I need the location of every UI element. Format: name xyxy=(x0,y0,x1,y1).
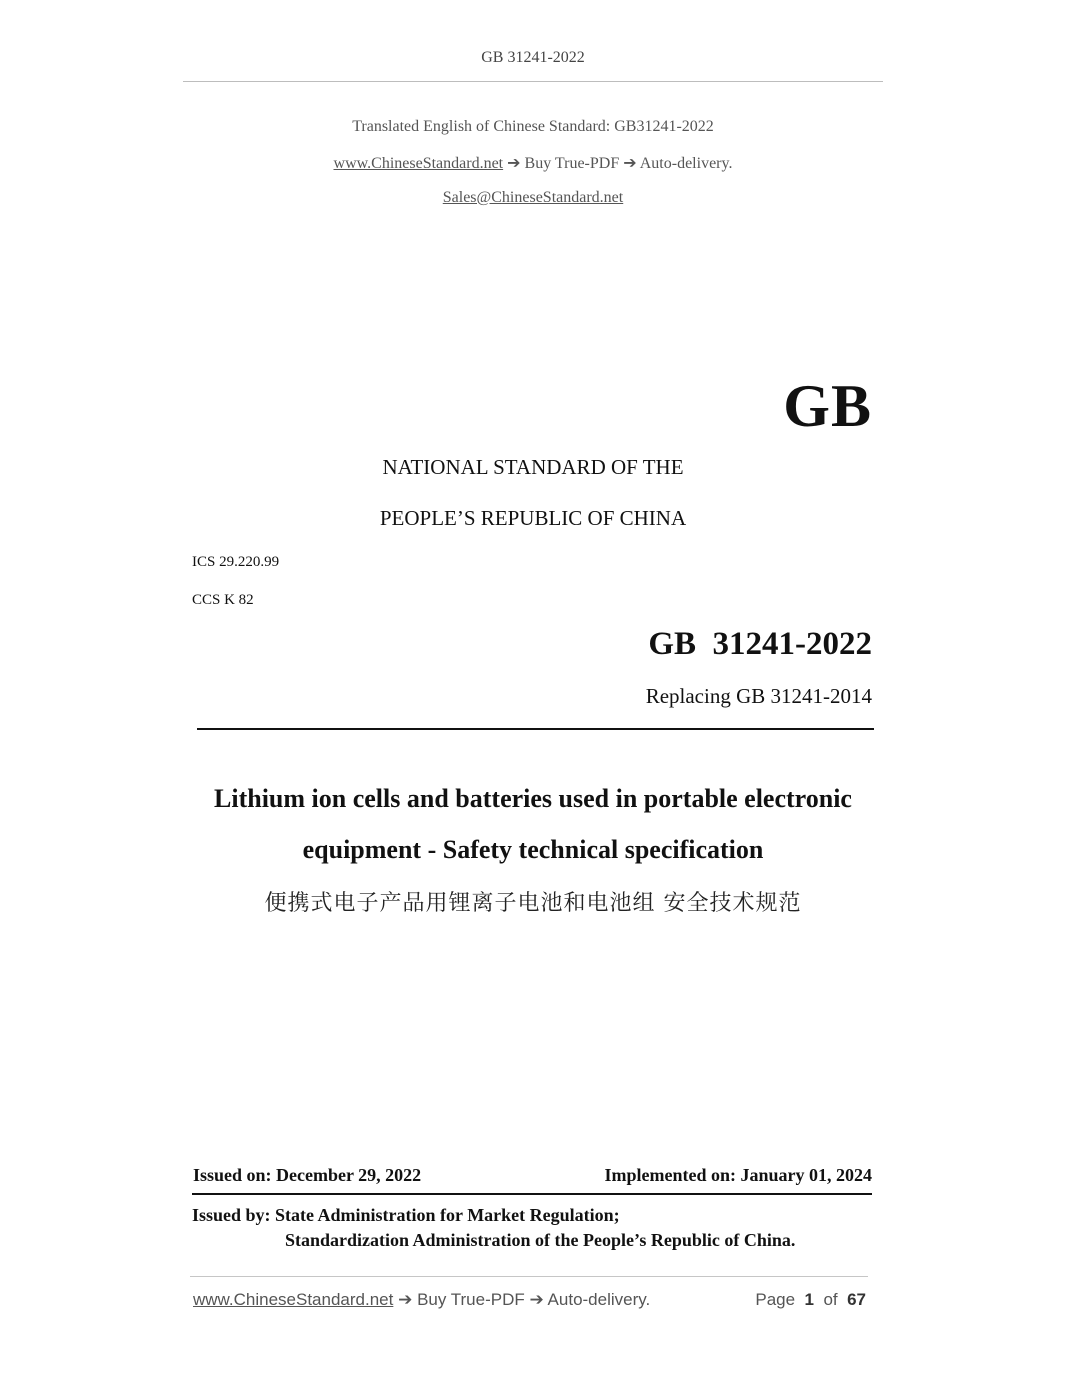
national-standard-heading: NATIONAL STANDARD OF THE xyxy=(382,455,684,479)
national-standard-heading-2: PEOPLE’S REPUBLIC OF CHINA xyxy=(379,506,687,530)
issued-date: Issued on: December 29, 2022 xyxy=(193,1165,422,1185)
purchase-line xyxy=(0,153,1066,173)
page-total: 67 xyxy=(847,1290,866,1309)
title-divider xyxy=(197,728,874,730)
email-link[interactable]: Sales@ChineseStandard.net xyxy=(442,189,624,206)
footer-buy-text: Buy True-PDF xyxy=(417,1290,525,1309)
delivery-text: Auto-delivery. xyxy=(639,155,733,172)
ccs-code: CCS K 82 xyxy=(192,592,254,608)
footer-divider xyxy=(190,1276,868,1277)
email-line xyxy=(0,189,1066,207)
arrow-right-icon: ➔ xyxy=(529,1290,544,1309)
arrow-right-icon: ➔ xyxy=(507,155,521,172)
header-divider xyxy=(183,81,883,82)
dates-divider xyxy=(192,1193,872,1195)
running-header: GB 31241-2022 xyxy=(481,49,585,66)
site-link[interactable]: www.ChineseStandard.net xyxy=(333,155,504,172)
document-title: Lithium ion cells and batteries used in portable electronic xyxy=(214,784,852,813)
issuer-line-2: Standardization Administration of the People’s Republic of China. xyxy=(285,1230,796,1250)
translation-notice: Translated English of Chinese Standard: GB31241-2022 xyxy=(352,118,714,135)
replacing-note: Replacing GB 31241-2014 xyxy=(645,684,872,708)
document-title-chinese: 便携式电子产品用锂离子电池和电池组 安全技术规范 xyxy=(264,891,802,916)
standard-number: GB 31241-2022 xyxy=(648,626,872,662)
of-label: of xyxy=(823,1290,838,1309)
issuer-line: Issued by: State Administration for Market Regulation; xyxy=(192,1205,620,1225)
page-current: 1 xyxy=(804,1290,814,1309)
footer-purchase-line xyxy=(193,1290,650,1310)
arrow-right-icon: ➔ xyxy=(623,155,637,172)
footer-site-link[interactable]: www.ChineseStandard.net xyxy=(193,1290,394,1309)
buy-pdf-text: Buy True-PDF xyxy=(524,155,620,172)
footer-delivery-text: Auto-delivery. xyxy=(547,1290,651,1309)
gb-logo: GB xyxy=(783,373,872,439)
implemented-date: Implemented on: January 01, 2024 xyxy=(604,1165,872,1185)
arrow-right-icon: ➔ xyxy=(398,1290,413,1309)
page-label: Page xyxy=(755,1290,796,1309)
page-indicator xyxy=(755,1290,866,1310)
document-title-2: equipment - Safety technical specification xyxy=(302,835,764,864)
ics-code: ICS 29.220.99 xyxy=(192,554,280,570)
